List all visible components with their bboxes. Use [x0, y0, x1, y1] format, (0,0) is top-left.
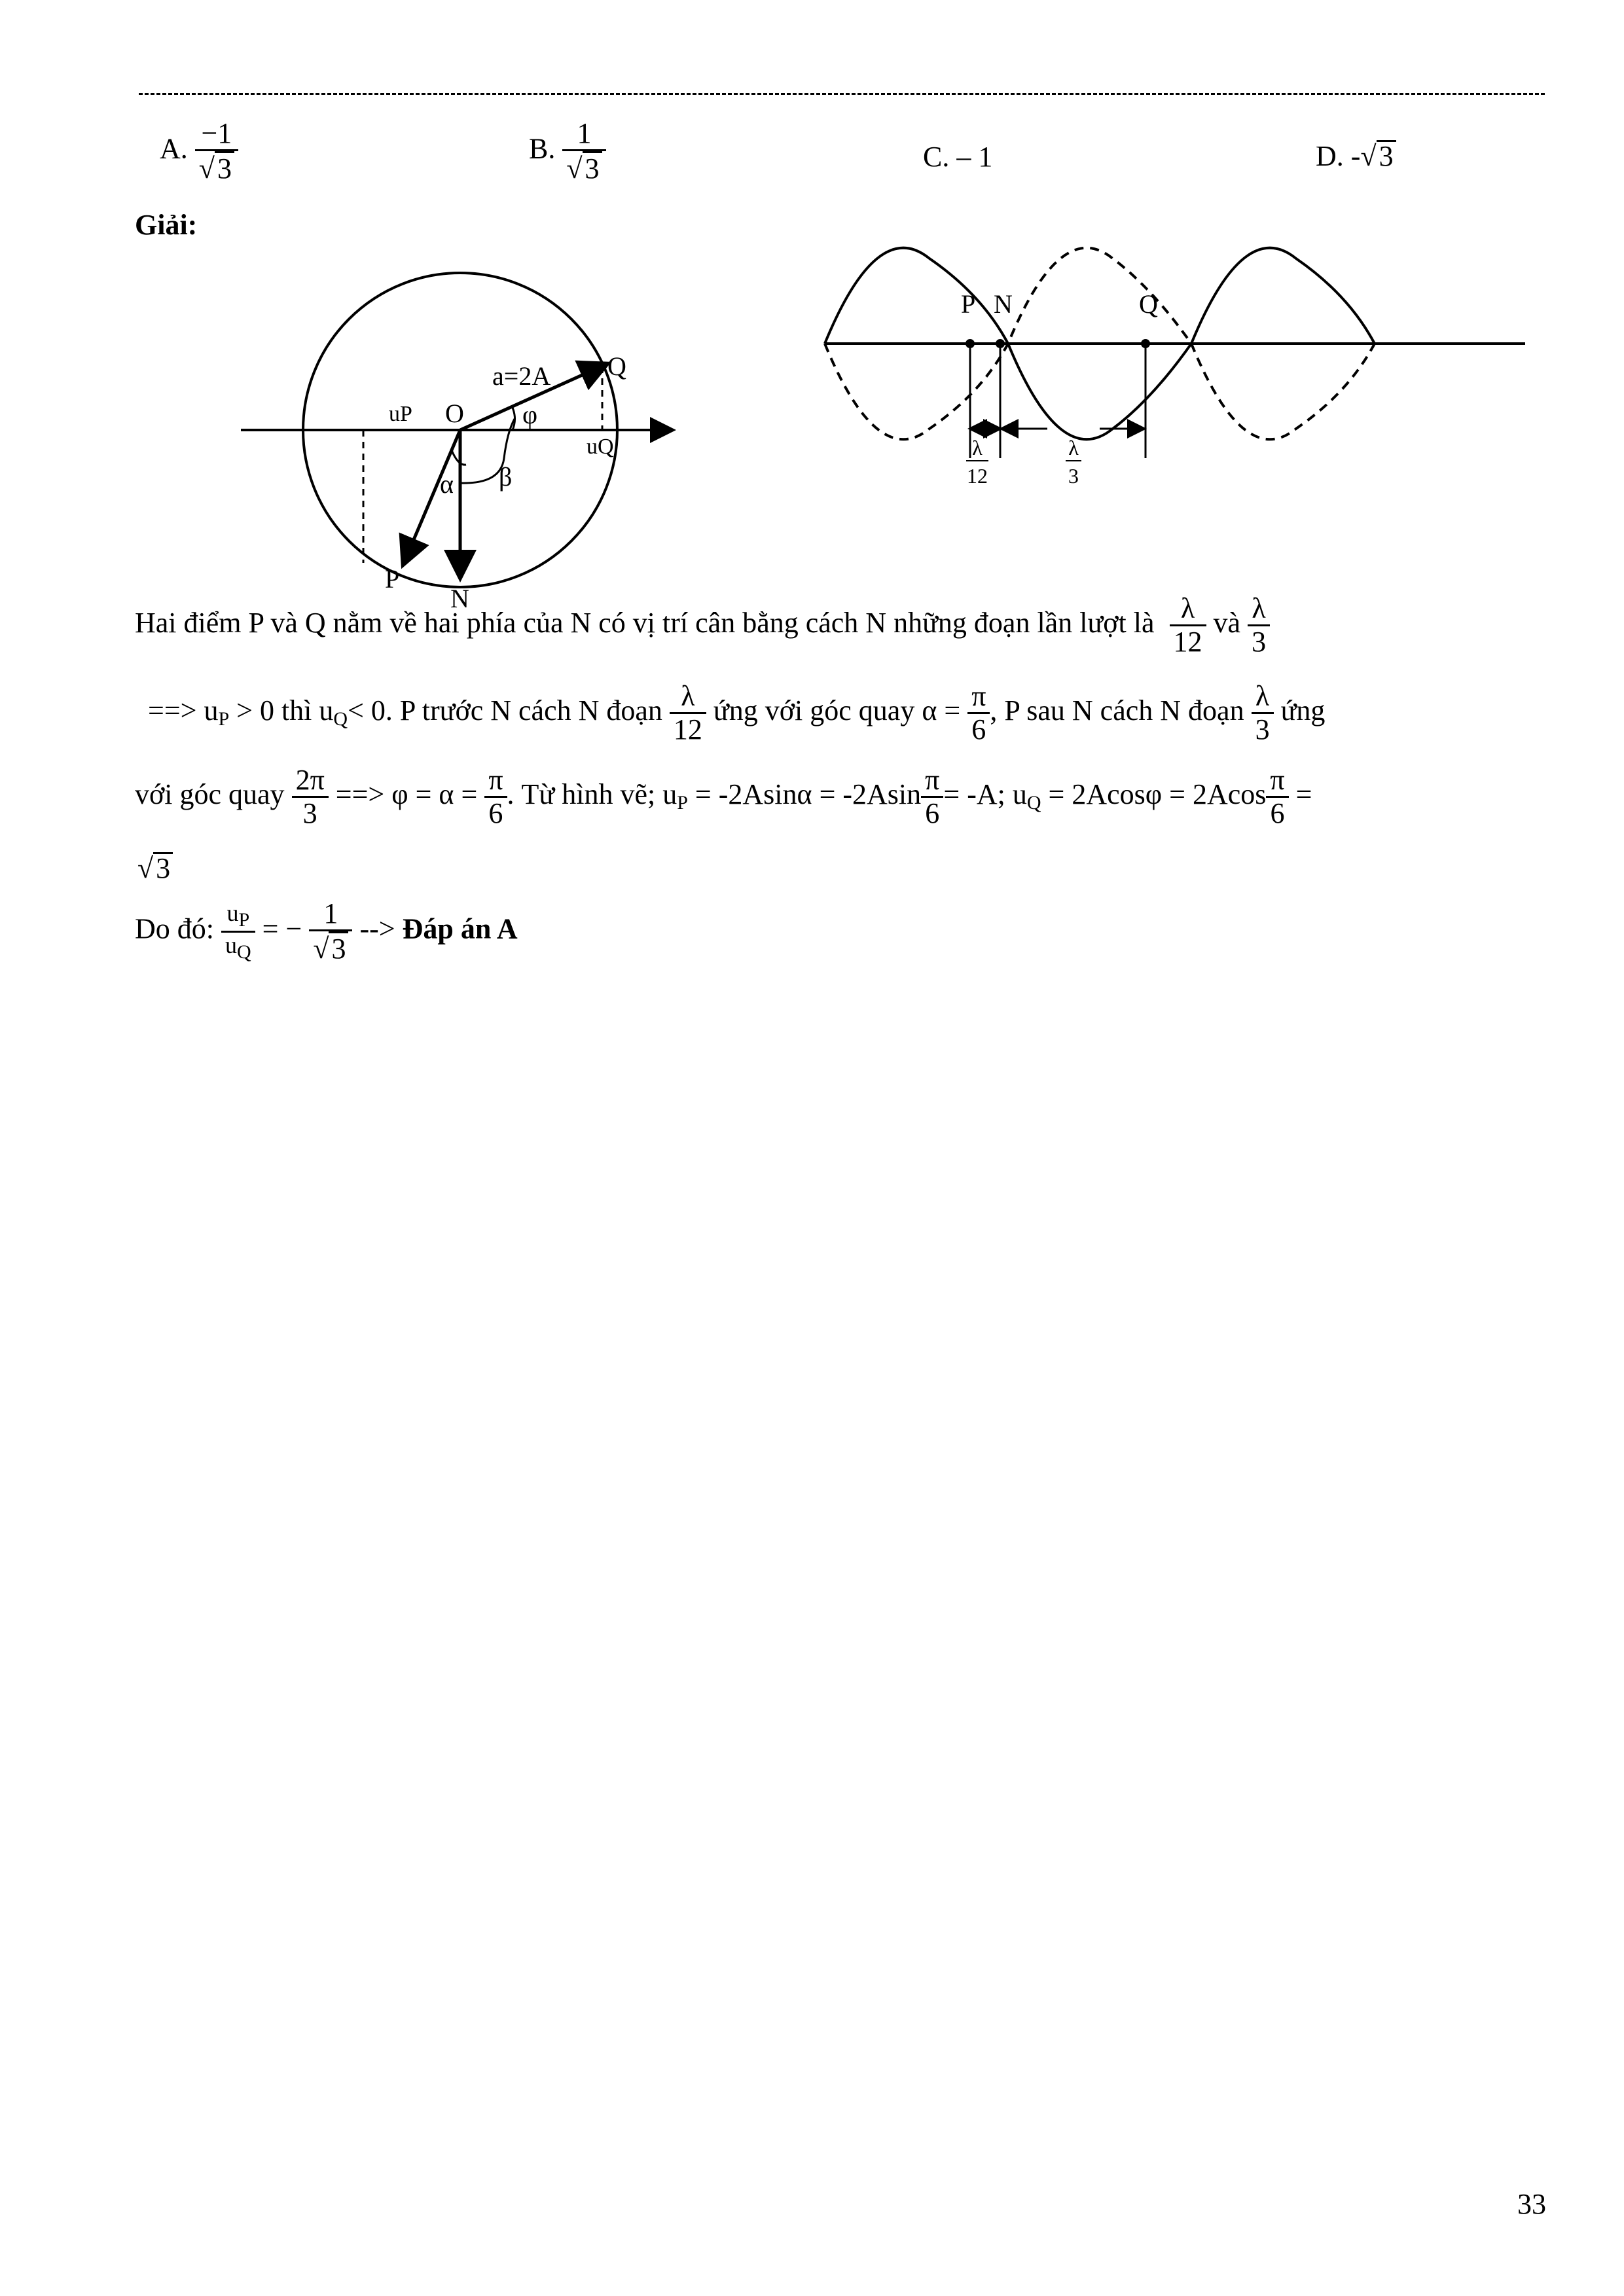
- paragraph-3-fraction-2: $\frac{\pi}{6}$: [484, 764, 507, 830]
- wave-label-q: Q: [1139, 289, 1158, 319]
- paragraph-2-fraction-1: $\frac{\lambda}{12}$: [670, 681, 706, 746]
- paragraph-3-fraction-3: $\frac{\pi}{6}$: [921, 764, 943, 830]
- phasor-circle-figure: [0, 0, 720, 628]
- label-phi: φ: [522, 400, 538, 429]
- solution-label: Giải:: [135, 209, 198, 241]
- paragraph-1: [135, 593, 1270, 658]
- option-a-prefix: A.: [160, 132, 188, 165]
- wave-label-lambda3-num: λ: [1068, 436, 1079, 459]
- label-up: uP: [389, 402, 412, 426]
- label-amplitude: a=2A: [492, 361, 551, 391]
- conclusion: Do đó: $\frac{u_P}{u_Q}$ = − $\frac{1}{√3}$ --> Đáp án A: [135, 897, 518, 965]
- wave-figure: [785, 236, 1538, 517]
- paragraph-3-root: √3: [137, 852, 173, 883]
- option-a-numerator: −1: [195, 118, 238, 151]
- label-q: Q: [607, 351, 626, 381]
- option-d-root: 3: [1377, 140, 1396, 171]
- paragraph-3-fraction-1: $\frac{2\pi}{3}$: [292, 764, 329, 830]
- option-b-numerator: 1: [562, 118, 605, 151]
- option-d: D. -√3: [1316, 140, 1396, 171]
- wave-label-lambda3-den: 3: [1068, 464, 1079, 488]
- wave-label-n: N: [994, 289, 1013, 319]
- paragraph-1-fraction-2: $\frac{\lambda}{3}$: [1248, 593, 1270, 658]
- paragraph-2-fraction-3: $\frac{\lambda}{3}$: [1252, 681, 1274, 746]
- paragraph-3-fraction-4: $\frac{\pi}{6}$: [1266, 764, 1288, 830]
- conclusion-fraction: $\frac{1}{√3}$: [309, 898, 352, 965]
- paragraph-2-fraction-2: $\frac{\pi}{6}$: [967, 681, 990, 746]
- wave-label-lambda12-den: 12: [967, 464, 988, 488]
- option-a-fraction: $\frac{-1}{√3}$: [195, 118, 238, 185]
- label-beta: β: [499, 462, 513, 492]
- label-n: N: [450, 584, 469, 613]
- paragraph-1-and: và: [1213, 606, 1241, 639]
- option-d-prefix: D. -: [1316, 140, 1361, 172]
- wave-label-lambda12-num: λ: [972, 436, 983, 459]
- conclusion-ratio: $\frac{u_P}{u_Q}$: [221, 901, 255, 963]
- option-b-root: 3: [583, 151, 602, 185]
- label-uq: uQ: [586, 435, 614, 459]
- option-c: C. – 1: [923, 141, 993, 173]
- wave-label-p: P: [961, 289, 976, 319]
- paragraph-1-text: Hai điểm P và Q nằm về hai phía của N có vị trí cân bằng cách N những đoạn lần lượt là: [135, 606, 1155, 639]
- paragraph-1-fraction-1: $\frac{\lambda}{12}$: [1170, 593, 1206, 658]
- page-number: 33: [1517, 2188, 1546, 2220]
- label-o: O: [445, 399, 464, 428]
- paragraph-3: với góc quay $\frac{2\pi}{3}$ ==> φ = α = $\frac{\pi}{6}$ . Từ hình vẽ; $u_P = -2Asin\alpha = -2Asin$ $\frac{\pi}{6}$ = -A; $u_Q = 2Acos\varphi = 2Acos$ $\frac{\pi}{6}$ =: [135, 764, 1312, 830]
- label-alpha: α: [440, 469, 454, 499]
- paragraph-2: ==> $u_P > 0$ thì $u_Q< 0$. P trước N cách N đoạn $\frac{\lambda}{12}$ ứng với góc quay α = $\frac{\pi}{6}$ , P sau N cách N đoạn $\frac{\lambda}{3}$ ứng: [148, 680, 1326, 746]
- answer-label: Đáp án A: [402, 912, 518, 945]
- option-a-root: 3: [215, 151, 234, 185]
- option-b-fraction: $\frac{1}{√3}$: [562, 118, 605, 185]
- label-p: P: [385, 564, 400, 594]
- option-b-prefix: B.: [529, 132, 556, 165]
